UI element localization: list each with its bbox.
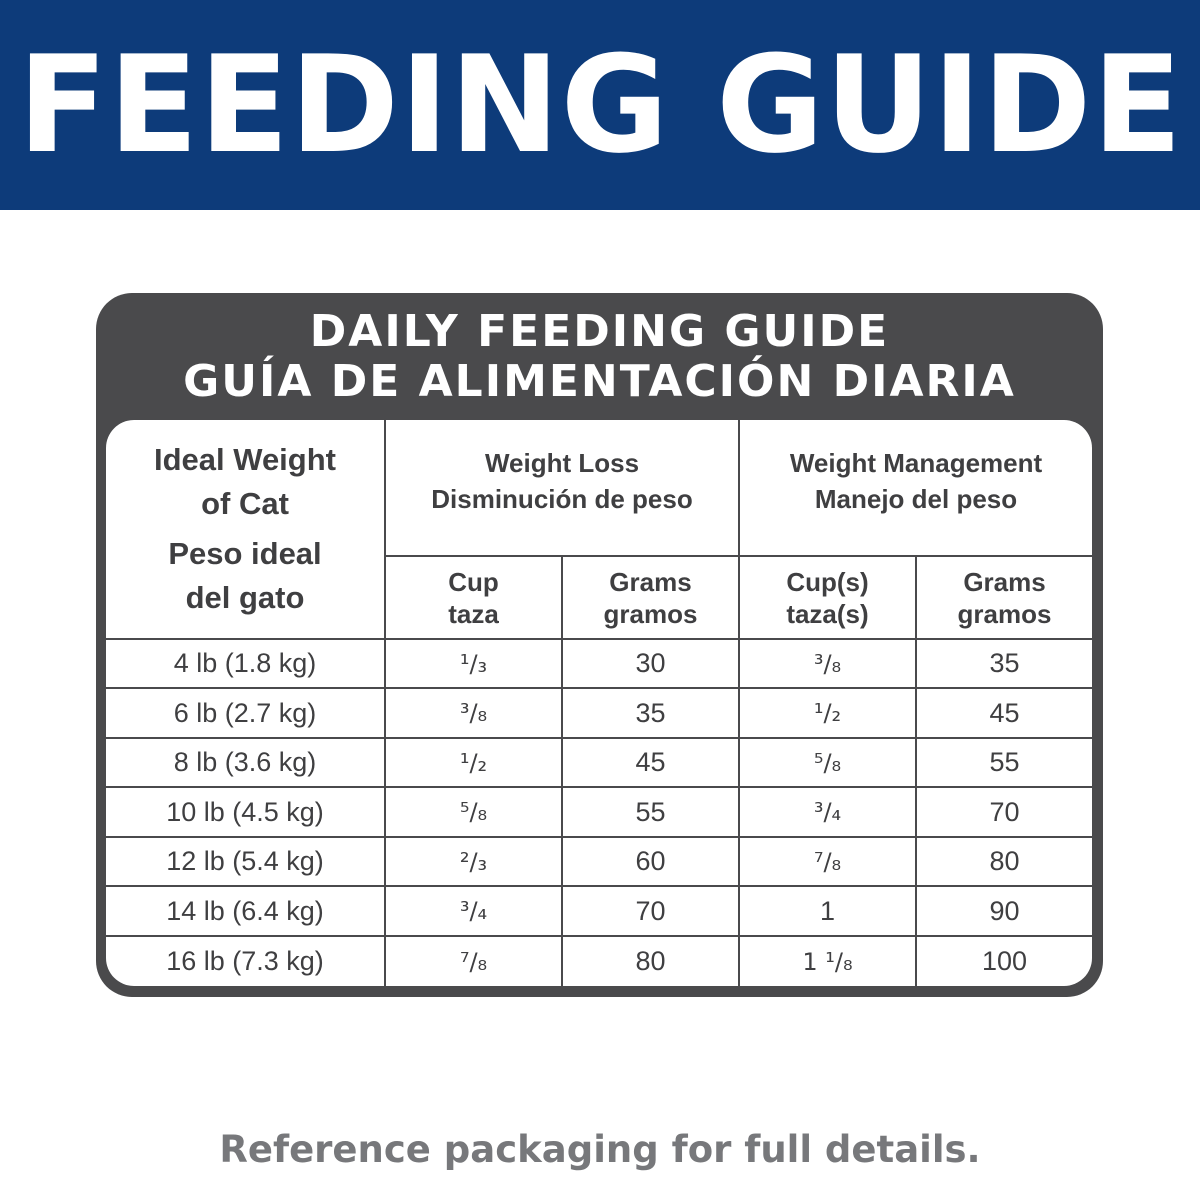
feeding-table-container <box>106 420 1092 986</box>
mgmt-cup-cell: ⁵/₈ <box>739 738 916 787</box>
weight-loss-label: Weight Loss <box>484 447 640 478</box>
cat-weight-cell: 8 lb (3.6 kg) <box>106 738 385 787</box>
weight-loss-group-header <box>385 420 739 556</box>
loss-cup-cell: ⁵/₈ <box>385 787 562 837</box>
mgmt-cup-cell: ³/₄ <box>739 787 916 837</box>
cat-weight-cell: 12 lb (5.4 kg) <box>106 837 385 886</box>
cat-weight-cell: 6 lb (2.7 kg) <box>106 688 385 738</box>
mgmt-grams-header <box>916 556 1092 639</box>
cat-weight-cell: 4 lb (1.8 kg) <box>106 639 385 688</box>
weight-loss-label-spanish: Disminución de peso <box>431 483 693 514</box>
mgmt-grams-cell: 80 <box>916 837 1092 886</box>
weight-management-label: Weight Management <box>789 447 1043 478</box>
banner-title: FEEDING GUIDE <box>17 27 1183 183</box>
weight-management-group-header <box>739 420 1092 556</box>
table-row <box>106 688 1092 738</box>
loss-cup-cell: ¹/₃ <box>385 639 562 688</box>
mgmt-grams-cell: 100 <box>916 936 1092 986</box>
mgmt-cup-header-line1: Cup(s) <box>786 566 869 597</box>
loss-cup-cell: ¹/₂ <box>385 738 562 787</box>
cat-weight-cell: 10 lb (4.5 kg) <box>106 787 385 837</box>
loss-cup-header-line2: taza <box>448 598 499 629</box>
footer-note: Reference packaging for full details. <box>219 1128 981 1171</box>
weight-header-line1: Ideal Weight <box>153 442 336 477</box>
loss-grams-cell: 30 <box>562 639 739 688</box>
feeding-table <box>106 420 1092 986</box>
loss-grams-cell: 70 <box>562 886 739 936</box>
mgmt-grams-header-line2: gramos <box>957 598 1052 629</box>
mgmt-cup-header-line2: taza(s) <box>786 598 869 629</box>
weight-header-line3: Peso ideal <box>168 536 322 571</box>
mgmt-grams-cell: 55 <box>916 738 1092 787</box>
loss-grams-cell: 80 <box>562 936 739 986</box>
loss-grams-cell: 60 <box>562 837 739 886</box>
loss-grams-cell: 55 <box>562 787 739 837</box>
loss-grams-cell: 35 <box>562 688 739 738</box>
mgmt-cup-cell: ³/₈ <box>739 639 916 688</box>
mgmt-cup-cell: ⁷/₈ <box>739 837 916 886</box>
loss-cup-header <box>385 556 562 639</box>
mgmt-grams-header-line1: Grams <box>963 566 1046 597</box>
header-banner <box>0 0 1200 210</box>
loss-grams-header-line2: gramos <box>603 598 698 629</box>
card-title <box>96 307 1103 407</box>
loss-cup-cell: ²/₃ <box>385 837 562 886</box>
table-row <box>106 886 1092 936</box>
card-title-english: DAILY FEEDING GUIDE <box>309 306 890 357</box>
mgmt-grams-cell: 45 <box>916 688 1092 738</box>
loss-cup-header-line1: Cup <box>448 566 499 597</box>
loss-cup-cell: ³/₈ <box>385 688 562 738</box>
table-row <box>106 936 1092 986</box>
table-row <box>106 837 1092 886</box>
loss-cup-cell: ⁷/₈ <box>385 936 562 986</box>
weight-header-line2: of Cat <box>201 486 289 521</box>
mgmt-cup-cell: ¹/₂ <box>739 688 916 738</box>
mgmt-cup-header <box>739 556 916 639</box>
cat-weight-cell: 16 lb (7.3 kg) <box>106 936 385 986</box>
table-row <box>106 787 1092 837</box>
weight-management-label-spanish: Manejo del peso <box>814 483 1018 514</box>
loss-grams-header <box>562 556 739 639</box>
mgmt-grams-cell: 90 <box>916 886 1092 936</box>
mgmt-grams-cell: 35 <box>916 639 1092 688</box>
loss-cup-cell: ³/₄ <box>385 886 562 936</box>
mgmt-cup-cell: 1 <box>739 886 916 936</box>
mgmt-cup-cell: 1 ¹/₈ <box>739 936 916 986</box>
cat-weight-cell: 14 lb (6.4 kg) <box>106 886 385 936</box>
mgmt-grams-cell: 70 <box>916 787 1092 837</box>
card-title-spanish: GUÍA DE ALIMENTACIÓN DIARIA <box>183 356 1016 407</box>
loss-grams-header-line1: Grams <box>609 566 692 597</box>
weight-column-header <box>106 420 385 639</box>
table-row <box>106 738 1092 787</box>
weight-header-line4: del gato <box>185 580 305 615</box>
table-row <box>106 639 1092 688</box>
loss-grams-cell: 45 <box>562 738 739 787</box>
